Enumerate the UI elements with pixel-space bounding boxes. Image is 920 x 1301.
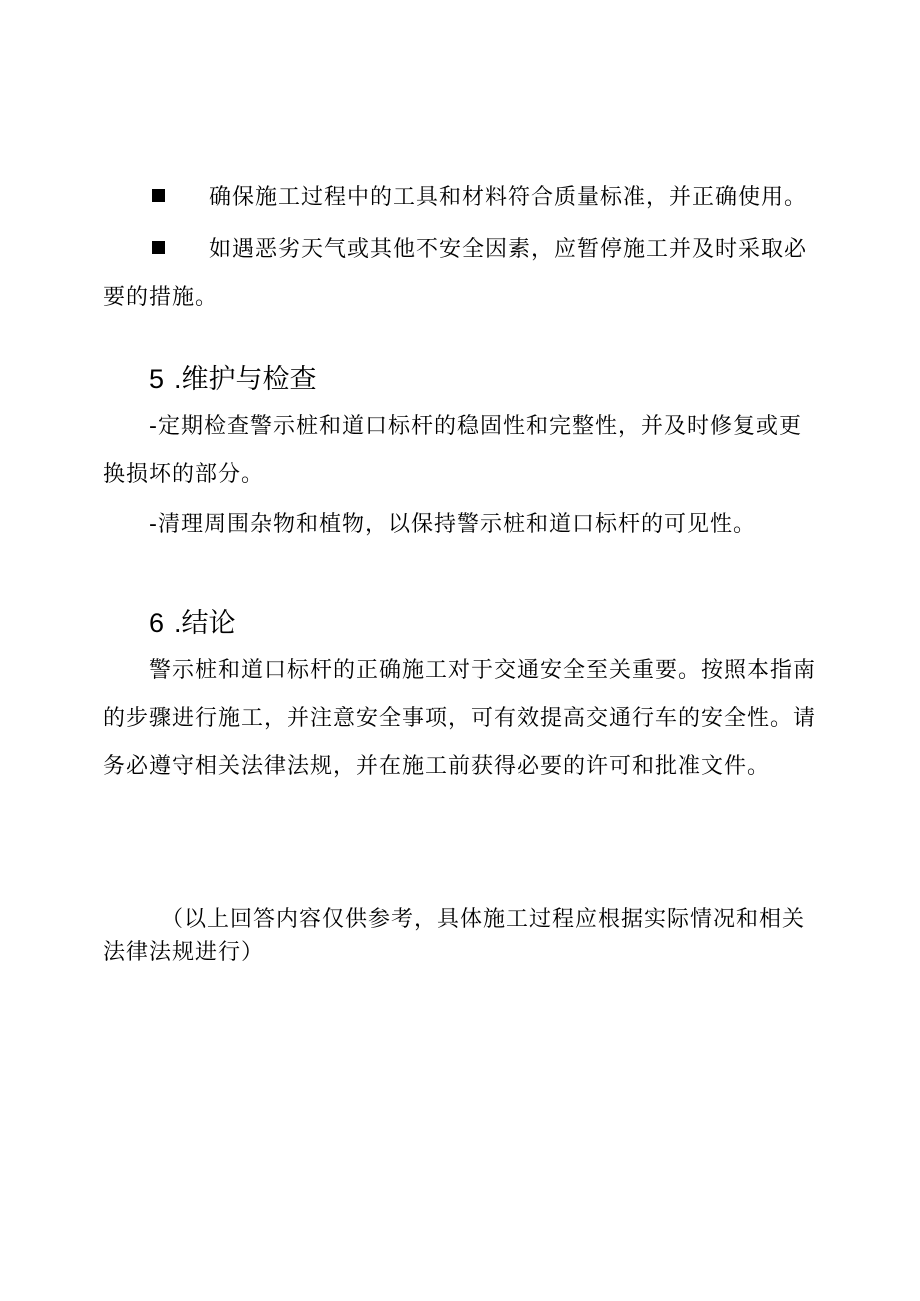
- precaution-text: 如遇恶劣天气或其他不安全因素，应暂停施工并及时采取必要的措施。: [103, 237, 808, 310]
- precaution-text: 确保施工过程中的工具和材料符合质量标准，并正确使用。: [209, 185, 808, 210]
- precaution-item: [103, 174, 821, 222]
- square-bullet-icon: [152, 241, 165, 254]
- precaution-item: [103, 226, 821, 322]
- maintenance-item: -清理周围杂物和植物，以保持警示桩和道口标杆的可见性。: [149, 512, 756, 537]
- section-number: 5: [149, 364, 165, 394]
- conclusion-paragraph: 警示桩和道口标杆的正确施工对于交通安全至关重要。按照本指南的步骤进行施工，并注意安全事项，可有效提高交通行车的安全性。请务必遵守相关法律法规，并在施工前获得必要的许可和批准文件。: [103, 658, 817, 779]
- square-bullet-icon: [152, 189, 165, 202]
- disclaimer-note: （以上回答内容仅供参考，具体施工过程应根据实际情况和相关法律法规进行）: [103, 907, 806, 965]
- maintenance-item: -定期检查警示桩和道口标杆的稳固性和完整性，并及时修复或更换损坏的部分。: [103, 414, 802, 487]
- section-heading-maintenance: [149, 359, 317, 399]
- section-title: .结论: [174, 608, 236, 638]
- section-heading-conclusion: [149, 603, 236, 643]
- section-number: 6: [149, 608, 165, 638]
- section-title: .维护与检查: [174, 364, 317, 394]
